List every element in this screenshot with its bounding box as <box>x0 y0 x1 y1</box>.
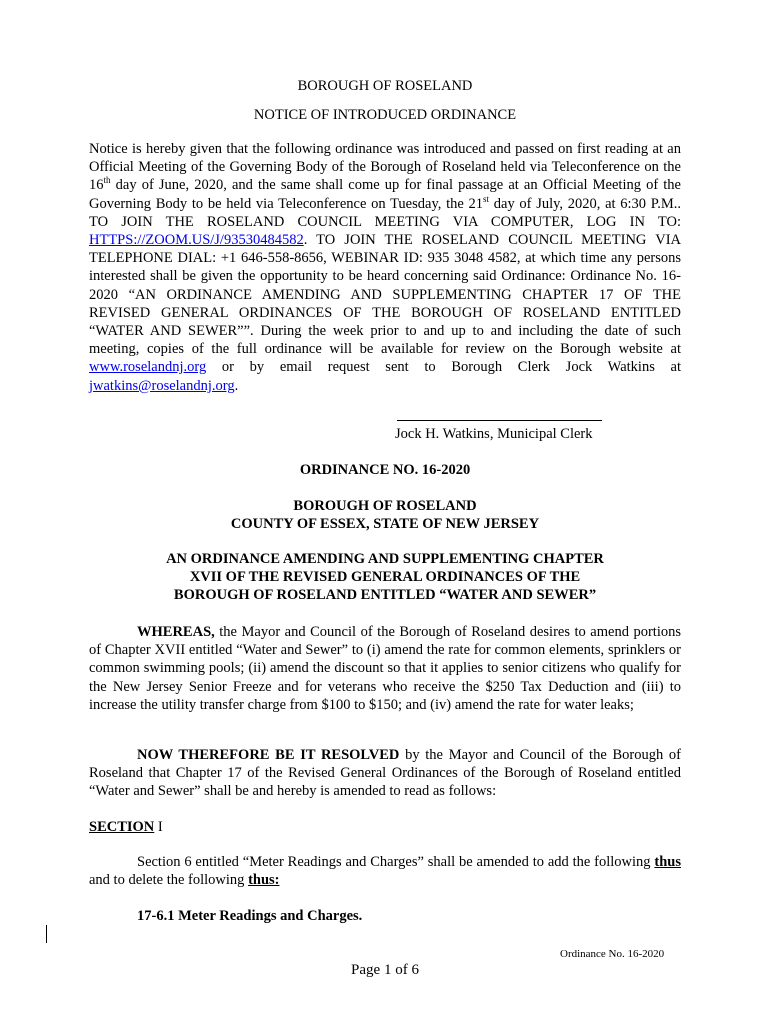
notice-heading: NOTICE OF INTRODUCED ORDINANCE <box>253 107 517 123</box>
section-number: I <box>154 819 163 835</box>
resolved-text: by the Mayor and Council of the Borough of Roseland that Chapter 17 of the Revised General Ordinances of the Borough of Roseland entitled “Water and Sewer” shall be and hereby is amended to read as follows: <box>89 747 681 800</box>
resolved-paragraph <box>89 746 681 801</box>
notice-paragraph <box>89 140 681 395</box>
thus-delete: thus: <box>248 872 280 889</box>
thus-add: thus <box>654 854 681 870</box>
text-cursor <box>46 925 47 943</box>
resolved-lead: NOW THEREFORE BE IT RESOLVED <box>137 747 400 763</box>
whereas-paragraph <box>89 623 681 714</box>
notice-text-3: day of July, 2020, at 6:30 P.M.. TO JOIN THE ROSELAND COUNCIL MEETING VIA COMPUTER, LOG IN TO: <box>89 195 681 230</box>
section-label: SECTION <box>89 819 155 835</box>
clerk-signature: Jock H. Watkins, Municipal Clerk <box>395 426 593 442</box>
notice-text-4: . TO JOIN THE ROSELAND COUNCIL MEETING VIA TELEPHONE DIAL: +1 646-558-8656, WEBINAR ID: 935 3048 4582, at which time any persons interested shall be given the opportunity to be heard concerning said Ordinance: Ordinance No. 16-2020 “AN ORDINANCE AMENDING AND SUPPLEMENTING CHAPTER 17 OF THE REVISED GENERAL ORDINANCES OF THE BOROUGH OF ROSELAND ENTITLED “WATER AND SEWER””. During the week prior to and up to and including the date of such meeting, copies of the full ordinance will be available for review on the Borough website at <box>89 232 681 358</box>
ordinance-title-3: BOROUGH OF ROSELAND ENTITLED “WATER AND SEWER” <box>173 587 597 603</box>
ordinance-county: COUNTY OF ESSEX, STATE OF NEW JERSEY <box>230 516 540 532</box>
notice-text-6: . <box>234 377 239 394</box>
whereas-lead: WHEREAS, <box>137 624 215 640</box>
website-link[interactable]: www.roselandnj.org <box>89 359 207 376</box>
notice-sup-1: th <box>103 175 111 186</box>
section-paragraph <box>89 853 681 889</box>
signature-line <box>397 420 602 421</box>
subsection-heading: 17-6.1 Meter Readings and Charges. <box>137 908 363 924</box>
notice-text-2: day of June, 2020, and the same shall come up for final passage at an Official Meeting of the Governing Body to be held via Teleconference on Tuesday, the 21 <box>89 177 681 212</box>
email-link[interactable]: jwatkins@roselandnj.org <box>89 377 235 394</box>
ordinance-number: ORDINANCE NO. 16-2020 <box>299 462 471 478</box>
section-text: Section 6 entitled “Meter Readings and Charges” shall be amended to add the following <box>137 854 655 870</box>
ordinance-title-1: AN ORDINANCE AMENDING AND SUPPLEMENTING CHAPTER <box>166 551 604 567</box>
footer-ordinance-ref: Ordinance No. 16-2020 <box>560 948 665 960</box>
notice-text-1: Notice is hereby given that the following ordinance was introduced and passed on first reading at an Official Meeting of the Governing Body of the Borough of Roseland held via Teleconference on the 16 <box>89 141 681 194</box>
notice-text-5: or by email request sent to Borough Clerk Jock Watkins at <box>206 359 681 376</box>
whereas-text: the Mayor and Council of the Borough of Roseland desires to amend portions of Chapter XVII entitled “Water and Sewer” to (i) amend the rate for common elements, sprinklers or common swimming pools; (ii) amend the discount so that it applies to senior citizens who qualify for the New Jersey Senior Freeze and for veterans who receive the $250 Tax Deduction and (iii) to increase the utility transfer charge from $100 to $150; and (iv) amend the rate for water leaks; <box>89 624 681 713</box>
section-text-mid: and to delete the following <box>89 872 249 889</box>
notice-sup-2: st <box>483 193 490 204</box>
section-heading <box>89 818 681 836</box>
ordinance-title-2: XVII OF THE REVISED GENERAL ORDINANCES OF THE <box>189 569 581 585</box>
ordinance-borough: BOROUGH OF ROSELAND <box>293 498 477 514</box>
zoom-link[interactable]: HTTPS://ZOOM.US/J/93530484582 <box>89 232 304 249</box>
page-number: Page 1 of 6 <box>351 962 419 978</box>
borough-heading: BOROUGH OF ROSELAND <box>297 78 473 94</box>
